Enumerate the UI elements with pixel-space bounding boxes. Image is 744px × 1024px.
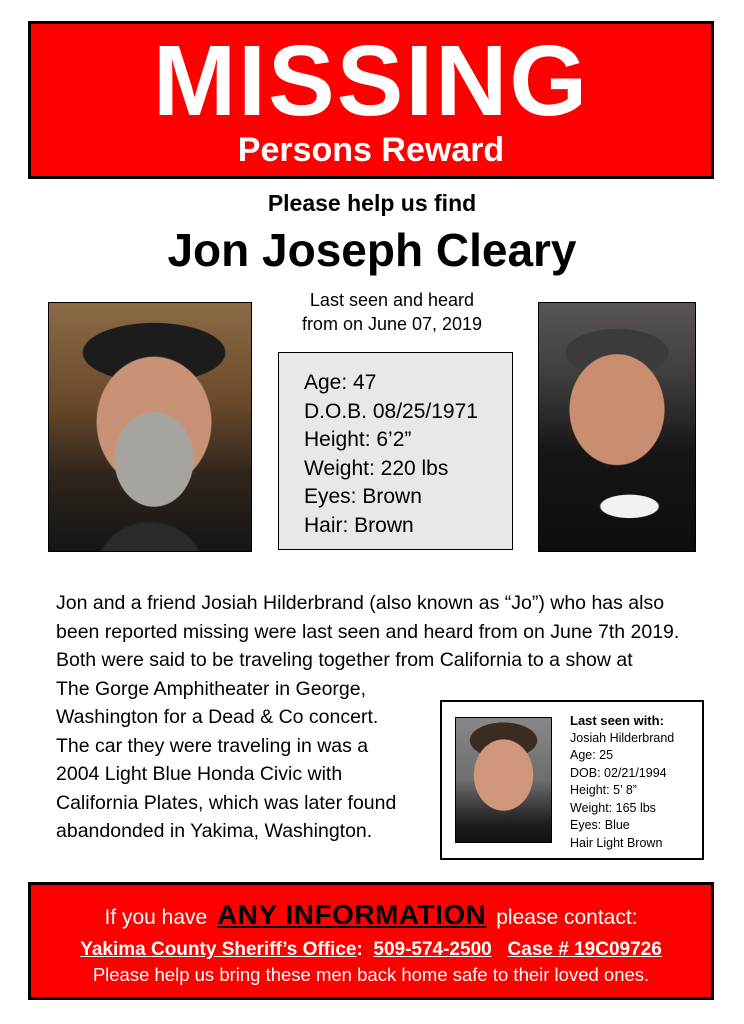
case-number: Case # 19C09726 bbox=[507, 939, 662, 960]
stat-weight: Weight: 220 lbs bbox=[304, 456, 449, 480]
story-line: been reported missing were last seen and heard from on June 7th 2019. bbox=[56, 620, 680, 643]
stat-height: Height: 6’2” bbox=[304, 428, 412, 451]
sheriff-office: Yakima County Sheriff’s Office bbox=[80, 939, 357, 960]
any-information-emphasis: ANY INFORMATION bbox=[217, 899, 487, 930]
story-line: 2004 Light Blue Honda Civic with bbox=[56, 763, 343, 785]
colon: : bbox=[356, 939, 363, 960]
closing-line: Please help us bring these men back home safe to their loved ones. bbox=[92, 964, 650, 985]
story-line: California Plates, which was later found bbox=[56, 791, 397, 814]
stat-hair: Hair: Brown bbox=[304, 513, 414, 537]
companion-age: Age: 25 bbox=[570, 748, 614, 762]
companion-dob: DOB: 02/21/1994 bbox=[570, 765, 667, 780]
photo-jon-cap bbox=[48, 302, 252, 552]
contact-post: please contact: bbox=[496, 906, 638, 929]
story-line: abandonded in Yakima, Washington. bbox=[56, 820, 373, 842]
sheriff-contact-line bbox=[31, 937, 711, 963]
companion-hair: Hair Light Brown bbox=[570, 835, 663, 850]
story-line: The car they were traveling in was a bbox=[56, 734, 369, 757]
banner-title: MISSING bbox=[152, 25, 590, 137]
contact-pre: If you have bbox=[104, 906, 208, 929]
companion-height: Height: 5’ 8” bbox=[570, 783, 637, 797]
companion-heading: Last seen with: bbox=[570, 713, 664, 728]
photo-jon-bowtie bbox=[538, 302, 696, 552]
last-seen-line-2: from on June 07, 2019 bbox=[301, 314, 483, 334]
physical-description-box bbox=[278, 352, 513, 550]
plea-text: Please help us find bbox=[267, 190, 477, 216]
stat-age: Age: 47 bbox=[304, 371, 377, 394]
story-line: Jon and a friend Josiah Hilderbrand (also known as “Jo”) who has also bbox=[56, 592, 665, 614]
person-name: Jon Joseph Cleary bbox=[167, 224, 577, 276]
story-line: The Gorge Amphitheater in George, bbox=[56, 677, 367, 700]
companion-name: Josiah Hilderbrand bbox=[570, 730, 675, 745]
companion-weight: Weight: 165 lbs bbox=[570, 800, 656, 815]
sheriff-phone: 509-574-2500 bbox=[373, 939, 492, 960]
last-seen-line-1: Last seen and heard bbox=[309, 290, 475, 310]
companion-info bbox=[570, 712, 674, 852]
contact-line bbox=[31, 899, 711, 934]
missing-banner bbox=[28, 21, 714, 179]
photo-josiah bbox=[455, 717, 552, 843]
last-seen-date bbox=[270, 288, 514, 336]
stat-dob: D.O.B. 08/25/1971 bbox=[304, 399, 478, 423]
stat-eyes: Eyes: Brown bbox=[304, 485, 422, 508]
banner-subtitle: Persons Reward bbox=[237, 131, 505, 169]
story-line: Washington for a Dead & Co concert. bbox=[56, 706, 379, 728]
companion-eyes: Eyes: Blue bbox=[570, 818, 630, 832]
contact-banner bbox=[28, 882, 714, 1000]
story-line: Both were said to be traveling together from California to a show at bbox=[56, 649, 633, 671]
